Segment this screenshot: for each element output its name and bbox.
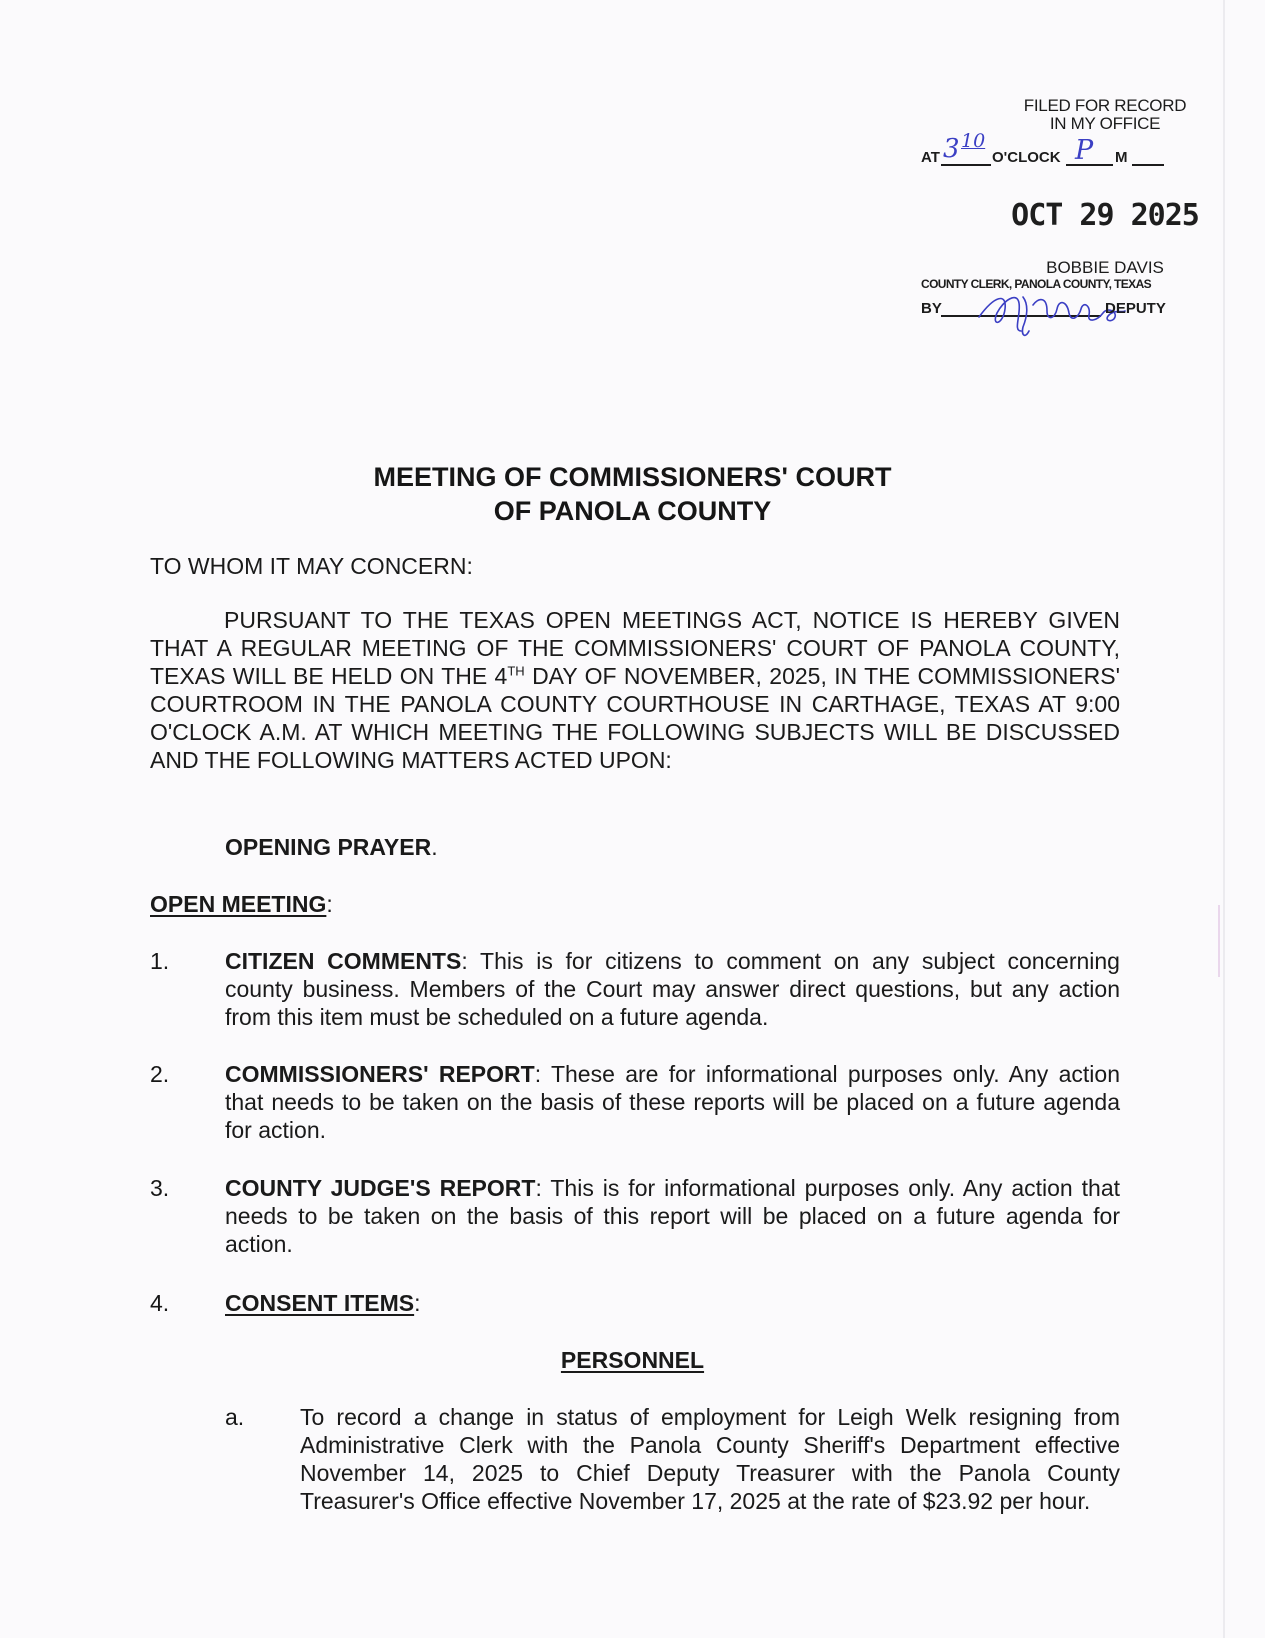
item-text: This is for citizens to comment on any subject concerning county business. Members of the Court may answer direct questions, but any action from this item must be scheduled on a future agenda. xyxy=(225,948,1120,1030)
item-number: 2. xyxy=(150,1061,170,1087)
notice-text-part2: DAY OF NOVEMBER, 2025, IN THE COMMISSIONERS' COURTROOM IN THE PANOLA COUNTY COURTHOUSE IN CARTHAGE, TEXAS AT 9:00 O'CLOCK A.M. AT WHICH MEETING THE FOLLOWING SUBJECTS WILL BE DISCUSSED AND THE FOLLOWING MATTERS ACTED UPON: xyxy=(150,663,1121,773)
filing-stamp xyxy=(921,96,1217,323)
item-number: 4. xyxy=(150,1290,170,1316)
personnel-heading: PERSONNEL xyxy=(560,1347,705,1373)
item-text: These are for informational purposes only. Any action that needs to be taken on the basis of these reports will be placed on a future agenda for action. xyxy=(225,1061,1120,1143)
item-heading: CITIZEN COMMENTS xyxy=(225,948,462,974)
item-heading: CONSENT ITEMS xyxy=(225,1290,415,1316)
item-colon: : xyxy=(414,1290,421,1316)
stamp-oclock-label: O'CLOCK xyxy=(992,149,1061,166)
stamp-by-label: BY xyxy=(921,300,942,317)
agenda-item-1 xyxy=(225,947,1120,1031)
sub-item-text: To record a change in status of employment for Leigh Welk resigning from Administrative Clerk with the Panola County Sheriff's Department effective November 14, 2025 to Chief Deputy Treasurer with the Panola County Treasurer's Office effective November 17, 2025 at the rate of $23.92 per hour. xyxy=(300,1404,1120,1514)
open-meeting-heading xyxy=(150,890,333,918)
agenda-item-2 xyxy=(225,1060,1120,1144)
notice-text-part1: PURSUANT TO THE TEXAS OPEN MEETINGS ACT, NOTICE IS HEREBY GIVEN THAT A REGULAR MEETING OF THE COMMISSIONERS' COURT OF PANOLA COUNTY, TEXAS WILL BE HELD ON THE 4 xyxy=(150,607,1120,689)
stamp-clerk-name: BOBBIE DAVIS xyxy=(1046,258,1164,277)
item-heading: COMMISSIONERS' REPORT xyxy=(225,1061,535,1087)
item-number: 1. xyxy=(150,948,170,974)
stamp-date: OCT 29 2025 xyxy=(1011,198,1199,233)
stamp-m-line xyxy=(1132,164,1164,166)
item-heading: COUNTY JUDGE'S REPORT xyxy=(225,1175,536,1201)
stamp-by-row xyxy=(921,291,1217,323)
stamp-line2: IN MY OFFICE xyxy=(1049,114,1161,133)
item-number: 3. xyxy=(150,1175,170,1201)
stamp-line1: FILED FOR RECORD xyxy=(1023,96,1187,115)
stamp-m-label: M xyxy=(1115,149,1128,166)
notice-paragraph xyxy=(150,606,1120,774)
open-meeting-colon: : xyxy=(326,891,333,917)
meeting-title-line2: OF PANOLA COUNTY xyxy=(493,496,772,526)
stamp-deputy-label: DEPUTY xyxy=(1105,300,1166,317)
agenda-item-4 xyxy=(225,1289,421,1317)
meeting-title-line1: MEETING OF COMMISSIONERS' COURT xyxy=(373,462,892,492)
item-colon: : xyxy=(535,1175,542,1201)
stamp-ampm: P xyxy=(1075,135,1094,166)
item-colon: : xyxy=(534,1061,542,1087)
item-text: This is for informational purposes only. Any action that needs to be taken on the basis of this report will be placed on a future agenda for action. xyxy=(225,1175,1120,1257)
opening-prayer-label: OPENING PRAYER xyxy=(225,834,432,860)
stamp-clerk-title: COUNTY CLERK, PANOLA COUNTY, TEXAS xyxy=(921,277,1152,291)
notice-ordinal-suffix: TH xyxy=(507,663,525,679)
salutation: TO WHOM IT MAY CONCERN: xyxy=(150,553,473,579)
opening-prayer xyxy=(225,833,438,861)
opening-prayer-period: . xyxy=(431,834,438,860)
stamp-hour-line xyxy=(941,164,991,166)
open-meeting-label: OPEN MEETING xyxy=(150,891,327,917)
scan-artifact xyxy=(1218,905,1220,977)
item-colon: : xyxy=(461,948,468,974)
stamp-hour: 3 xyxy=(943,134,960,164)
stamp-minute: 10 xyxy=(961,130,986,152)
stamp-time-row xyxy=(921,130,1217,172)
agenda-item-3 xyxy=(225,1174,1120,1258)
sub-item-letter: a. xyxy=(225,1404,245,1430)
stamp-at-label: AT xyxy=(921,149,940,166)
